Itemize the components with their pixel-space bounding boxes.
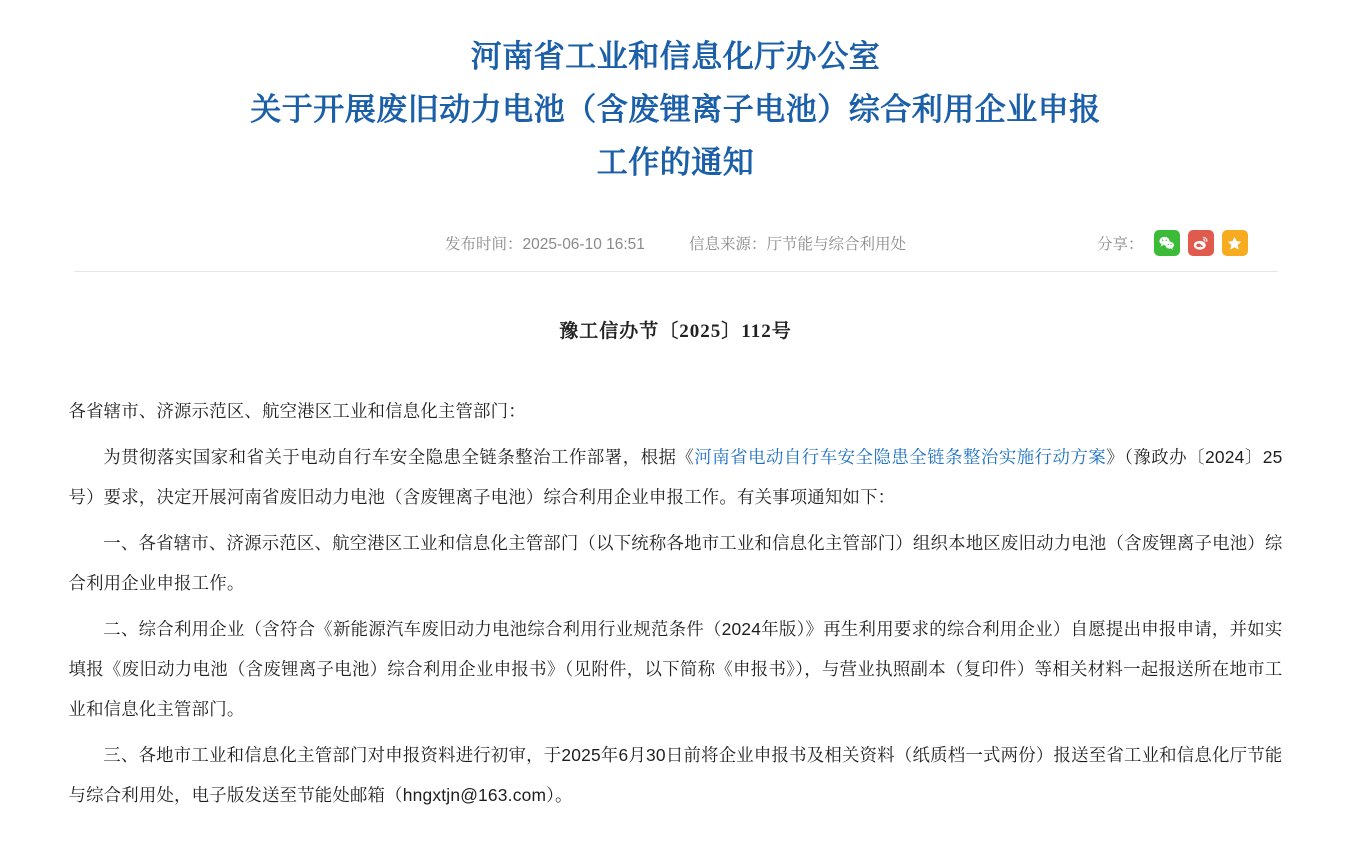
qzone-star-glyph bbox=[1226, 235, 1243, 252]
publish-time bbox=[445, 232, 645, 254]
paragraph-p1 bbox=[69, 437, 1283, 517]
paragraph-p4 bbox=[69, 735, 1283, 815]
article-meta bbox=[66, 215, 1286, 271]
wechat-share-icon[interactable] bbox=[1154, 230, 1180, 256]
wechat-glyph bbox=[1158, 235, 1175, 252]
page-title bbox=[66, 30, 1286, 193]
source-info bbox=[689, 232, 906, 254]
inline-link[interactable]: 河南省电动自行车安全隐患全链条整治实施行动方案 bbox=[694, 447, 1107, 467]
title-line-3: 工作的通知 bbox=[596, 145, 755, 180]
share-label: 分享： bbox=[1096, 236, 1144, 253]
article-container bbox=[66, 0, 1286, 815]
document-number: 豫工信办节〔2025〕112号 bbox=[559, 321, 792, 342]
meta-divider bbox=[74, 271, 1278, 272]
share-block bbox=[1097, 230, 1248, 256]
paragraph-text: 为贯彻落实国家和省关于电动自行车安全隐患全链条整治工作部署，根据《 bbox=[103, 447, 695, 467]
paragraph-text: 》（豫政办〔2024〕25号）要求，决定开展河南省废旧动力电池（含废锂离子电池）综合利用企业申报工作。有关事项通知如下： bbox=[68, 447, 1283, 507]
weibo-share-icon[interactable] bbox=[1188, 230, 1214, 256]
qzone-share-icon[interactable] bbox=[1222, 230, 1248, 256]
paragraph-addressee bbox=[69, 391, 1283, 431]
source-value: 厅节能与综合利用处 bbox=[766, 236, 906, 253]
paragraph-text: 各省辖市、济源示范区、航空港区工业和信息化主管部门： bbox=[68, 401, 526, 421]
source-label: 信息来源： bbox=[688, 236, 767, 253]
paragraph-p3 bbox=[69, 609, 1283, 729]
publish-time-label: 发布时间： bbox=[445, 236, 523, 253]
share-icons bbox=[1154, 230, 1248, 256]
publish-time-value: 2025-06-10 16:51 bbox=[522, 236, 645, 253]
paragraph-text: 三、各地市工业和信息化主管部门对申报资料进行初审，于2025年6月30日前将企业申报书及相关资料（纸质档一式两份）报送至省工业和信息化厅节能与综合利用处，电子版发送至节能处邮箱（hngxtjn@163.com）。 bbox=[68, 745, 1283, 805]
paragraph-p2 bbox=[69, 523, 1283, 603]
paragraph-text: 二、综合利用企业（含符合《新能源汽车废旧动力电池综合利用行业规范条件（2024年版）》再生利用要求的综合利用企业）自愿提出申报申请，并如实填报《废旧动力电池（含废锂离子电池）综合利用企业申报书》（见附件，以下简称《申报书》），与营业执照副本（复印件）等相关材料一起报送所在地市工业和信息化主管部门。 bbox=[68, 619, 1283, 719]
title-line-1: 河南省工业和信息化厅办公室 bbox=[470, 39, 881, 74]
document-body bbox=[66, 391, 1286, 815]
title-line-2: 关于开展废旧动力电池（含废锂离子电池）综合利用企业申报 bbox=[250, 92, 1101, 127]
paragraph-text: 一、各省辖市、济源示范区、航空港区工业和信息化主管部门（以下统称各地市工业和信息化主管部门）组织本地区废旧动力电池（含废锂离子电池）综合利用企业申报工作。 bbox=[68, 533, 1283, 593]
weibo-glyph bbox=[1192, 235, 1209, 252]
